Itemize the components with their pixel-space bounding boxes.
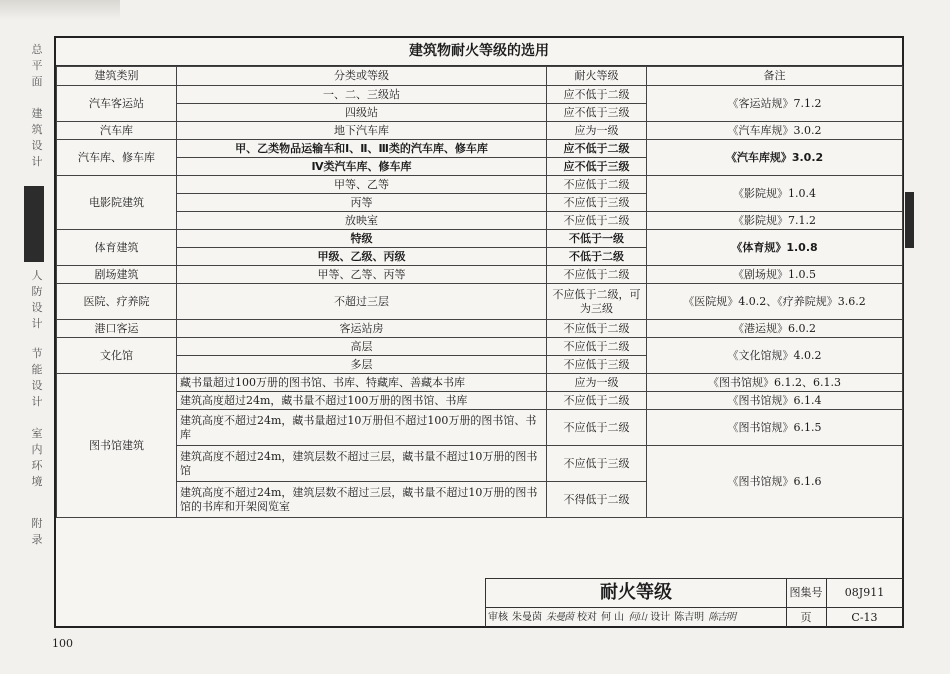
grade-cell: 不低于二级: [547, 248, 647, 266]
table-header-row: [57, 67, 903, 86]
sidebar-char: 防: [31, 285, 43, 298]
sidebar-char: 计: [31, 155, 43, 168]
reviewer-name: 朱曼茵: [512, 612, 542, 623]
class-cell: 高层: [177, 338, 547, 356]
category-cell: 汽车库: [57, 122, 177, 140]
table-row: [57, 140, 903, 158]
class-cell: 建筑高度不超过24m，藏书量超过10万册但不超过100万册的图书馆、书库: [177, 410, 547, 446]
fire-rating-table: [56, 66, 903, 518]
scan-shadow: [0, 0, 120, 20]
class-cell: 多层: [177, 356, 547, 374]
table-row: [57, 86, 903, 104]
sidebar-char: 录: [31, 533, 43, 546]
sidebar-char: 能: [31, 363, 43, 376]
checker-name: 何 山: [601, 612, 625, 623]
grade-cell: 不应低于三级: [547, 446, 647, 482]
grade-cell: 不应低于二级，可为三级: [547, 284, 647, 320]
sidebar-char: 总: [31, 43, 43, 56]
note-cell: 《汽车库规》3.0.2: [647, 140, 903, 176]
sidebar-char: 计: [31, 395, 43, 408]
grade-cell: 不应低于二级: [547, 176, 647, 194]
class-cell: 甲等、乙等、丙等: [177, 266, 547, 284]
table-row: [57, 176, 903, 194]
header-grade: 耐火等级: [547, 67, 647, 86]
class-cell: 不超过三层: [177, 284, 547, 320]
sidebar-char: 人: [31, 269, 43, 282]
table-row: [57, 410, 903, 446]
table-row: [57, 230, 903, 248]
class-cell: Ⅳ类汽车库、修车库: [177, 158, 547, 176]
category-cell: 医院、疗养院: [57, 284, 177, 320]
sheet-title: 耐火等级: [486, 579, 787, 608]
designer-name: 陈吉明: [674, 612, 705, 623]
class-cell: 甲等、乙等: [177, 176, 547, 194]
class-cell: 一、二、三级站: [177, 86, 547, 104]
sidebar-char: 设: [31, 139, 43, 152]
note-cell: 《图书馆规》6.1.5: [647, 410, 903, 446]
sidebar-char: 境: [31, 475, 43, 488]
class-cell: 客运站房: [177, 320, 547, 338]
page-code: C-13: [851, 611, 878, 624]
header-class: 分类或等级: [177, 67, 547, 86]
class-cell: 丙等: [177, 194, 547, 212]
sidebar-spacer: [22, 90, 52, 106]
page-number: 100: [52, 637, 73, 650]
table-title: 建筑物耐火等级的选用: [56, 38, 902, 66]
designer-signature: 陈吉明: [708, 612, 736, 623]
grade-cell: 不应低于二级: [547, 320, 647, 338]
title-block: [485, 578, 903, 627]
sidebar-group-interior[interactable]: [22, 426, 52, 490]
grade-cell: 应不低于二级: [547, 140, 647, 158]
sidebar-group-appendix[interactable]: [22, 516, 52, 548]
review-label: 审核: [488, 612, 508, 623]
class-cell: 特级: [177, 230, 547, 248]
class-cell: 四级站: [177, 104, 547, 122]
design-label: 设计: [650, 612, 671, 623]
signature-row: [486, 608, 787, 627]
class-cell: 藏书量超过100万册的图书馆、书库、特藏库、善藏本书库: [177, 374, 547, 392]
atlas-number-label: 图集号: [786, 579, 827, 608]
category-cell: 剧场建筑: [57, 266, 177, 284]
category-cell: 图书馆建筑: [57, 374, 177, 518]
table-row: [57, 446, 903, 482]
note-cell: 《文化馆规》4.0.2: [647, 338, 903, 374]
class-cell: 建筑高度不超过24m，建筑层数不超过三层，藏书量不超过10万册的图书馆的书库和开架阅览室: [177, 482, 547, 518]
class-cell: 甲级、乙级、丙级: [177, 248, 547, 266]
check-label: 校对: [577, 612, 597, 623]
note-cell: 《图书馆规》6.1.6: [647, 446, 903, 518]
grade-cell: 不应低于三级: [547, 194, 647, 212]
reviewer-signature: 朱曼茵: [546, 612, 573, 623]
grade-cell: 不应低于二级: [547, 266, 647, 284]
category-cell: 港口客运: [57, 320, 177, 338]
grade-cell: 不应低于二级: [547, 392, 647, 410]
sidebar-char: 节: [31, 347, 43, 360]
grade-cell: 应不低于三级: [547, 104, 647, 122]
note-cell: 《图书馆规》6.1.2、6.1.3: [647, 374, 903, 392]
header-category: 建筑类别: [57, 67, 177, 86]
grade-cell: 不得低于二级: [547, 482, 647, 518]
grade-cell: 不应低于二级: [547, 212, 647, 230]
chapter-tab-marker: [24, 186, 44, 262]
drawing-frame: [54, 36, 904, 628]
sidebar-char: 内: [31, 443, 43, 456]
sidebar-char: 环: [31, 459, 43, 472]
grade-cell: 应为一级: [547, 122, 647, 140]
table-row: [57, 392, 903, 410]
grade-cell: 不应低于二级: [547, 410, 647, 446]
sidebar-group-civil-defense[interactable]: [22, 268, 52, 332]
grade-cell: 不应低于二级: [547, 338, 647, 356]
sidebar-char: 计: [31, 317, 43, 330]
chapter-sidebar: [22, 40, 52, 640]
page-label: 页: [786, 608, 827, 627]
table-row: [57, 374, 903, 392]
checker-signature: 何山: [628, 612, 647, 623]
grade-cell: 应为一级: [547, 374, 647, 392]
table-row: [57, 212, 903, 230]
class-cell: 甲、乙类物品运输车和Ⅰ、Ⅱ、Ⅲ类的汽车库、修车库: [177, 140, 547, 158]
table-row: [57, 266, 903, 284]
sidebar-char: 设: [31, 379, 43, 392]
edge-tab-marker: [905, 192, 914, 248]
category-cell: 汽车客运站: [57, 86, 177, 122]
note-cell: 《汽车库规》3.0.2: [647, 122, 903, 140]
category-cell: 文化馆: [57, 338, 177, 374]
sidebar-char: 面: [31, 75, 43, 88]
sidebar-char: 筑: [31, 123, 43, 136]
table-row: [57, 122, 903, 140]
note-cell: 《影院规》1.0.4: [647, 176, 903, 212]
sidebar-char: 建: [31, 107, 43, 120]
grade-cell: 不低于一级: [547, 230, 647, 248]
category-cell: 电影院建筑: [57, 176, 177, 230]
sidebar-group-general[interactable]: [22, 42, 52, 170]
note-cell: 《客运站规》7.1.2: [647, 86, 903, 122]
note-cell: 《医院规》4.0.2、《疗养院规》3.6.2: [647, 284, 903, 320]
class-cell: 建筑高度不超过24m，建筑层数不超过三层，藏书量不超过10万册的图书馆: [177, 446, 547, 482]
grade-cell: 不应低于三级: [547, 356, 647, 374]
sidebar-char: 设: [31, 301, 43, 314]
atlas-number: 08J911: [826, 579, 903, 608]
note-cell: 《图书馆规》6.1.4: [647, 392, 903, 410]
sidebar-group-energy[interactable]: [22, 346, 52, 410]
class-cell: 放映室: [177, 212, 547, 230]
sidebar-char: 平: [31, 59, 43, 72]
note-cell: 《体育规》1.0.8: [647, 230, 903, 266]
sidebar-char: 附: [31, 517, 43, 530]
note-cell: 《港运规》6.0.2: [647, 320, 903, 338]
header-note: 备注: [647, 67, 903, 86]
category-cell: 汽车库、修车库: [57, 140, 177, 176]
note-cell: 《剧场规》1.0.5: [647, 266, 903, 284]
table-row: [57, 338, 903, 356]
table-row: [57, 320, 903, 338]
sidebar-char: 室: [31, 427, 43, 440]
grade-cell: 应不低于三级: [547, 158, 647, 176]
category-cell: 体育建筑: [57, 230, 177, 266]
class-cell: 地下汽车库: [177, 122, 547, 140]
grade-cell: 应不低于二级: [547, 86, 647, 104]
table-row: [57, 284, 903, 320]
note-cell: 《影院规》7.1.2: [647, 212, 903, 230]
class-cell: 建筑高度超过24m，藏书量不超过100万册的图书馆、书库: [177, 392, 547, 410]
